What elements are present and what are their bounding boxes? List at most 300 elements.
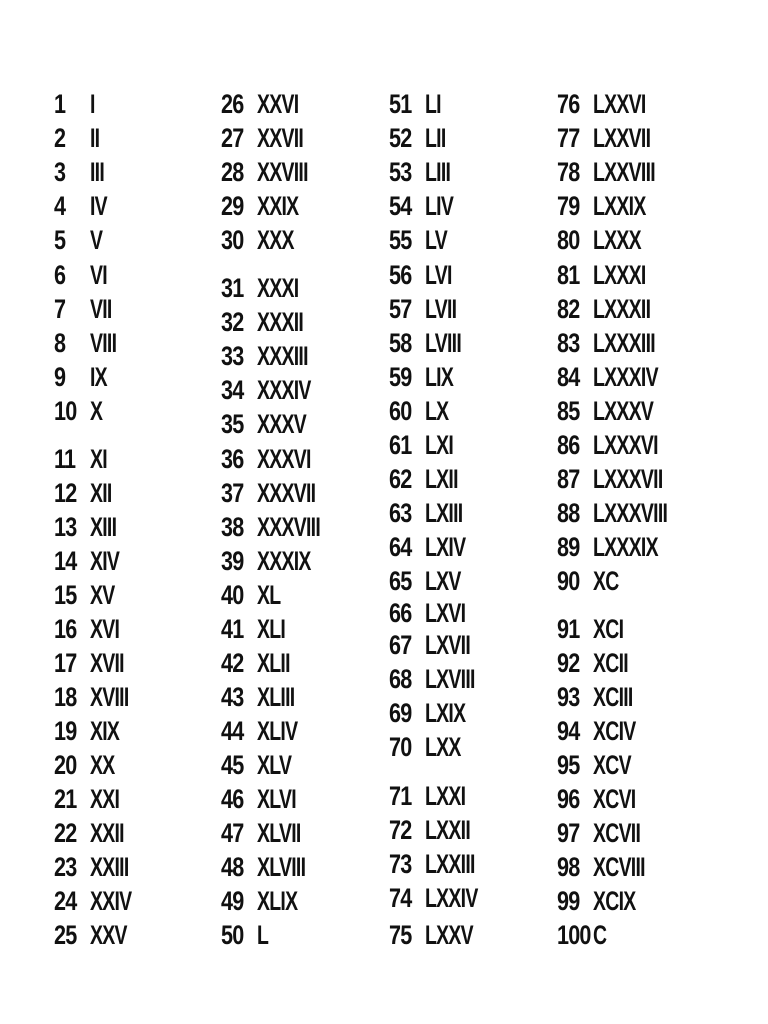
arabic-number: 63 [389,498,412,528]
arabic-number: 53 [389,157,412,187]
arabic-number: 52 [389,123,412,153]
arabic-number: 34 [221,375,244,405]
numeral-entry [221,851,324,883]
arabic-number: 62 [389,464,412,494]
roman-numeral: XLIX [257,886,298,916]
roman-numeral: XII [90,478,112,508]
arabic-number: 76 [557,89,580,119]
arabic-number: 46 [221,784,244,814]
roman-numeral: XVIII [90,682,129,712]
numeral-entry [221,681,309,713]
roman-numeral: XCI [593,614,624,644]
arabic-number: 99 [557,886,580,916]
arabic-number: 39 [221,546,244,576]
roman-numeral: XXXVI [257,444,311,474]
numeral-entry [221,919,273,951]
arabic-number: 47 [221,818,244,848]
roman-numeral: XXIV [90,886,132,916]
arabic-number: 83 [557,328,580,358]
numeral-entry [557,681,648,713]
arabic-number: 13 [54,512,77,542]
arabic-number: 3 [54,157,66,187]
roman-numeral: XLVIII [257,852,306,882]
numeral-entry [557,190,666,222]
roman-numeral: LXXXIII [593,328,655,358]
arabic-number: 94 [557,716,580,746]
roman-numeral: XXXIX [257,546,311,576]
roman-numeral: LXX [425,732,461,762]
roman-numeral: LXXVII [593,123,651,153]
arabic-number: 51 [389,89,412,119]
roman-numeral: LXXI [425,781,466,811]
roman-numeral: LXIV [425,532,466,562]
arabic-number: 72 [389,815,412,845]
arabic-number: 9 [54,362,66,392]
numeral-entry [389,848,494,880]
roman-numeral: LXXX [593,225,641,255]
roman-numeral: LXV [425,566,461,596]
numeral-entry [221,545,332,577]
arabic-number: 18 [54,682,77,712]
roman-numeral: LXIII [425,498,463,528]
arabic-number: 10 [54,396,77,426]
arabic-number: 73 [389,849,412,879]
numeral-entry [557,715,652,747]
numeral-entry [557,497,696,529]
numeral-entry [557,327,679,359]
arabic-number: 2 [54,123,66,153]
numeral-entry [389,156,460,188]
numeral-entry [557,565,629,597]
numeral-entry [557,122,673,154]
arabic-number: 64 [389,532,412,562]
arabic-number: 82 [557,294,580,324]
numeral-entry [389,697,481,729]
arabic-number: 48 [221,852,244,882]
arabic-number: 71 [389,781,412,811]
arabic-number: 80 [557,225,580,255]
numeral-entry [221,511,345,543]
numeral-entry [389,224,456,256]
numeral-entry [389,429,464,461]
arabic-number: 30 [221,225,244,255]
roman-numeral: V [90,225,103,255]
arabic-number: 1 [54,89,66,119]
roman-numeral: LIX [425,362,454,392]
arabic-number: 67 [389,630,412,660]
arabic-number: 100 [557,920,591,950]
numeral-entry [54,613,131,645]
numeral-entry [557,647,642,679]
arabic-number: 28 [221,157,244,187]
roman-numeral: LIV [425,191,454,221]
arabic-number: 70 [389,732,412,762]
numeral-entry [221,817,318,849]
roman-numeral: XXXI [257,273,299,303]
roman-numeral: XXXIII [257,341,308,371]
numeral-entry [557,361,683,393]
arabic-number: 5 [54,225,66,255]
roman-numeral: LXXXVIII [593,498,668,528]
roman-numeral: XIII [90,512,117,542]
arabic-number: 26 [221,89,244,119]
arabic-number: 68 [389,664,412,694]
numeral-entry [54,224,107,256]
arabic-number: 98 [557,852,580,882]
arabic-number: 7 [54,294,66,324]
roman-numeral: XXIX [257,191,299,221]
arabic-number: 97 [557,818,580,848]
numeral-entry [54,579,124,611]
numeral-entry [54,443,114,475]
arabic-number: 75 [389,920,412,950]
arabic-number: 59 [389,362,412,392]
roman-numeral: VI [90,260,107,290]
roman-numeral: XLVII [257,818,301,848]
arabic-number: 77 [557,123,580,153]
numeral-entry [389,293,469,325]
arabic-number: 56 [389,260,412,290]
arabic-number: 25 [54,920,77,950]
roman-numeral: LXXXV [593,396,654,426]
roman-numeral: XLV [257,750,292,780]
numeral-entry [557,463,690,495]
arabic-number: 24 [54,886,77,916]
arabic-number: 66 [389,598,412,628]
roman-numeral: LXXXVII [593,464,663,494]
roman-numeral: X [90,396,103,426]
roman-numeral: XXVII [257,123,304,153]
numeral-entry [221,156,328,188]
numeral-entry [221,374,332,406]
numeral-entry [389,361,464,393]
roman-numeral: LV [425,225,447,255]
numeral-entry [557,919,612,951]
roman-numeral: LVIII [425,328,462,358]
roman-numeral: XLIV [257,716,298,746]
numeral-entry [557,395,677,427]
roman-numeral: XXXIV [257,375,311,405]
roman-numeral: LXII [425,464,458,494]
roman-numeral: LXXII [425,815,471,845]
arabic-number: 43 [221,682,244,712]
roman-numeral: VII [90,294,112,324]
roman-numeral: XXIII [90,852,129,882]
numeral-entry [54,327,127,359]
numeral-entry [221,613,296,645]
roman-numeral: LVI [425,260,452,290]
numeral-entry [221,190,315,222]
roman-numeral: XCII [593,648,628,678]
roman-numeral: XCIX [593,886,636,916]
arabic-number: 37 [221,478,244,508]
roman-numeral: XCVIII [593,852,645,882]
numeral-entry [54,783,131,815]
arabic-number: 91 [557,614,580,644]
arabic-number: 65 [389,566,412,596]
numeral-entry [389,190,464,222]
numeral-entry [557,293,673,325]
arabic-number: 86 [557,430,580,460]
numeral-entry [221,443,332,475]
numeral-entry [557,88,666,120]
numeral-entry [557,156,679,188]
arabic-number: 20 [54,750,77,780]
numeral-entry [389,497,477,529]
roman-numeral: LXXXIV [593,362,658,392]
roman-numeral: LXXIII [425,849,475,879]
roman-numeral: XXII [90,818,124,848]
numeral-entry [54,156,110,188]
roman-numeral: LXXIX [593,191,646,221]
roman-numeral: III [90,157,105,187]
arabic-number: 12 [54,478,77,508]
arabic-number: 15 [54,580,77,610]
roman-numeral: XXXVIII [257,512,321,542]
arabic-number: 6 [54,260,66,290]
roman-numeral: XVII [90,648,124,678]
numeral-entry [54,647,137,679]
arabic-number: 95 [557,750,580,780]
numeral-entry [557,531,683,563]
roman-numeral: LVII [425,294,457,324]
arabic-number: 45 [221,750,244,780]
arabic-number: 19 [54,716,77,746]
arabic-number: 89 [557,532,580,562]
arabic-number: 50 [221,920,244,950]
numeral-entry [54,88,97,120]
arabic-number: 57 [389,294,412,324]
numeral-entry [389,919,492,951]
numeral-entry [221,340,328,372]
arabic-number: 16 [54,614,77,644]
arabic-number: 38 [221,512,244,542]
numeral-entry [221,224,308,256]
roman-numeral: XXXII [257,307,304,337]
numeral-entry [389,629,488,661]
roman-numeral: XI [90,444,107,474]
roman-numeral: LXXVI [593,89,646,119]
arabic-number: 27 [221,123,244,153]
arabic-number: 85 [557,396,580,426]
numeral-entry [54,681,144,713]
numeral-entry [54,395,107,427]
arabic-number: 74 [389,883,412,913]
roman-numeral: LIII [425,157,451,187]
numeral-entry [557,783,652,815]
roman-numeral: XIV [90,546,120,576]
arabic-number: 92 [557,648,580,678]
arabic-number: 17 [54,648,77,678]
numeral-entry [221,579,290,611]
roman-numeral: XXVIII [257,157,308,187]
roman-numeral: XLVI [257,784,296,814]
roman-numeral: LII [425,123,446,153]
roman-numeral: LXIX [425,698,466,728]
numeral-entry [557,749,646,781]
numeral-entry [221,122,321,154]
numeral-entry [389,780,481,812]
numeral-entry [54,919,141,951]
arabic-number: 42 [221,648,244,678]
arabic-number: 14 [54,546,77,576]
roman-numeral: XXI [90,784,120,814]
roman-numeral: LXXXIX [593,532,658,562]
numeral-entry [54,122,103,154]
numeral-entry [557,817,659,849]
roman-numeral: XLIII [257,682,295,712]
numeral-entry [389,327,475,359]
roman-numeral: LXXXII [593,294,651,324]
roman-numeral: LXXV [425,920,473,950]
numeral-entry [54,477,120,509]
roman-numeral: XV [90,580,115,610]
arabic-number: 23 [54,852,77,882]
arabic-number: 11 [54,444,76,474]
roman-numeral: LXXIV [425,883,478,913]
numeral-entry [389,463,471,495]
roman-numeral: IV [90,191,107,221]
arabic-number: 29 [221,191,244,221]
numeral-entry [389,259,462,291]
numeral-entry [221,477,338,509]
numeral-entry [389,814,488,846]
numeral-entry [221,749,305,781]
roman-numeral: LXXXI [593,260,646,290]
arabic-number: 32 [221,307,244,337]
arabic-number: 88 [557,498,580,528]
numeral-entry [54,851,144,883]
roman-numeral: VIII [90,328,117,358]
numeral-entry [54,749,124,781]
roman-numeral: XCV [593,750,631,780]
numeral-entry [389,731,475,763]
roman-numeral: LXXVIII [593,157,655,187]
roman-numeral: XCVII [593,818,641,848]
numeral-entry [557,429,683,461]
roman-numeral: LXVIII [425,664,475,694]
arabic-number: 4 [54,191,66,221]
arabic-number: 40 [221,580,244,610]
roman-numeral: LX [425,396,449,426]
numeral-entry [389,663,494,695]
roman-numeral: XCVI [593,784,636,814]
numeral-entry [54,715,131,747]
roman-numeral: LXVI [425,598,466,628]
roman-numeral: XLI [257,614,286,644]
numeral-entry [54,259,114,291]
arabic-number: 81 [557,260,580,290]
numeral-entry [389,882,498,914]
numeral-entry [221,783,311,815]
numeral-entry [221,885,313,917]
roman-numeral: XIX [90,716,120,746]
roman-numeral: XX [90,750,115,780]
roman-numeral: I [90,89,95,119]
roman-numeral: LXVII [425,630,471,660]
arabic-number: 90 [557,566,580,596]
roman-numeral: XXV [90,920,127,950]
arabic-number: 44 [221,716,244,746]
numeral-entry [54,361,114,393]
numeral-entry [389,122,454,154]
numeral-entry [389,531,481,563]
arabic-number: 79 [557,191,580,221]
roman-numeral: XCIII [593,682,633,712]
numeral-entry [221,306,321,338]
arabic-number: 22 [54,818,77,848]
roman-numeral: XC [593,566,619,596]
roman-numeral: XCIV [593,716,636,746]
numeral-entry [54,817,137,849]
numeral-entry [221,715,313,747]
arabic-number: 8 [54,328,66,358]
arabic-number: 36 [221,444,244,474]
numeral-entry [221,272,315,304]
arabic-number: 21 [54,784,77,814]
numeral-entry [389,88,447,120]
arabic-number: 58 [389,328,412,358]
numeral-entry [557,851,665,883]
arabic-number: 69 [389,698,412,728]
roman-numeral: XXXVII [257,478,316,508]
roman-numeral: XLII [257,648,290,678]
arabic-number: 55 [389,225,412,255]
roman-numeral: XVI [90,614,120,644]
roman-numeral: IX [90,362,107,392]
arabic-number: 93 [557,682,580,712]
arabic-number: 84 [557,362,580,392]
numeral-entry [54,190,114,222]
arabic-number: 33 [221,341,244,371]
roman-numeral: LXI [425,430,454,460]
numeral-entry [557,885,652,917]
roman-numeral: C [593,920,607,950]
numeral-entry [557,224,660,256]
numeral-entry [54,545,131,577]
arabic-number: 35 [221,409,244,439]
arabic-number: 54 [389,191,412,221]
roman-numeral: LI [425,89,441,119]
numeral-entry [557,259,666,291]
numeral-entry [221,88,315,120]
roman-numeral: XXXV [257,409,306,439]
roman-numeral: XL [257,580,281,610]
numeral-entry [389,395,458,427]
arabic-number: 96 [557,784,580,814]
roman-numeral: XXX [257,225,294,255]
roman-numeral: II [90,123,100,153]
numeral-entry [389,565,475,597]
roman-numeral: L [257,920,269,950]
arabic-number: 49 [221,886,244,916]
arabic-number: 61 [389,430,412,460]
numeral-entry [54,293,120,325]
numeral-entry [221,647,303,679]
roman-numeral: LXXXVI [593,430,658,460]
numeral-entry [557,613,635,645]
arabic-number: 31 [221,273,244,303]
arabic-number: 87 [557,464,580,494]
numeral-entry [221,408,325,440]
numeral-entry [389,597,481,629]
arabic-number: 78 [557,157,580,187]
numeral-entry [54,511,127,543]
arabic-number: 60 [389,396,412,426]
roman-numeral: XXVI [257,89,299,119]
numeral-entry [54,885,148,917]
arabic-number: 41 [221,614,244,644]
